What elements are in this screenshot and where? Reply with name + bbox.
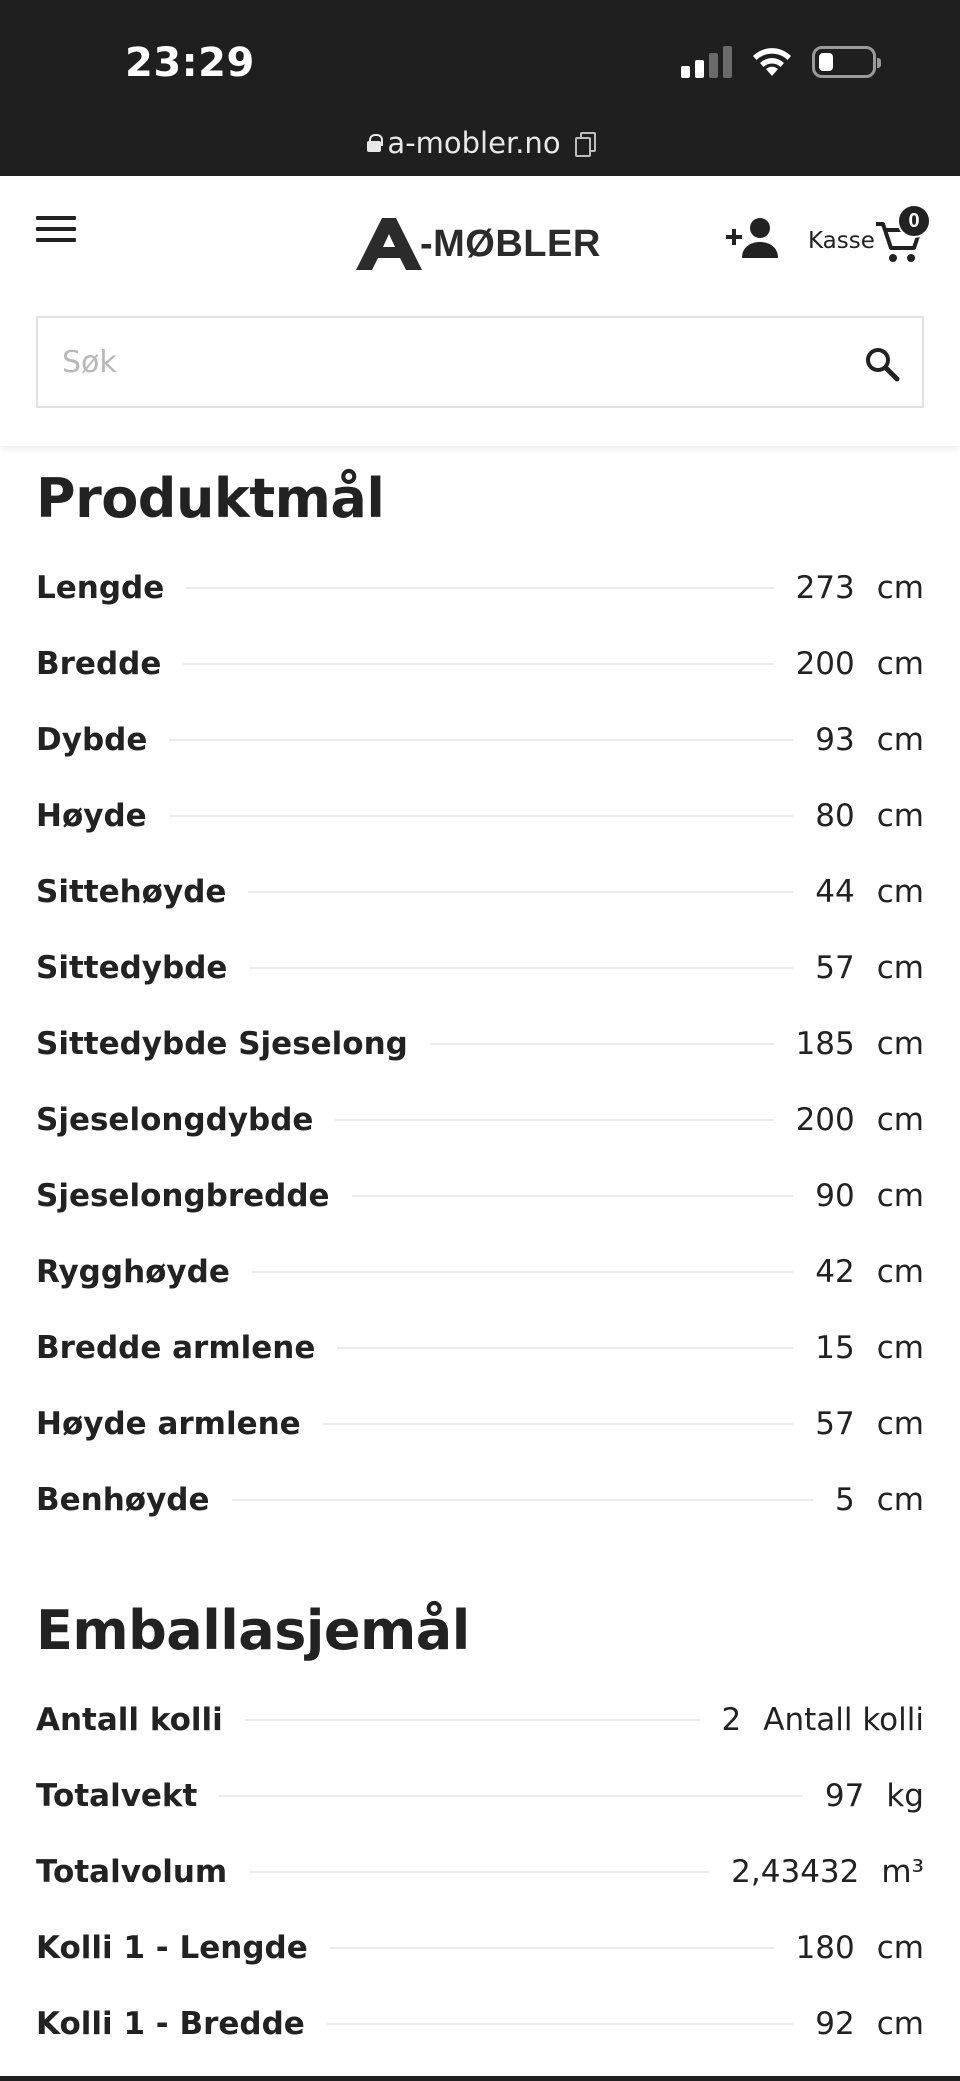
status-icons bbox=[681, 46, 876, 78]
spec-divider bbox=[169, 815, 794, 817]
product-specs bbox=[36, 446, 924, 2062]
spec-label: Antall kolli bbox=[36, 1702, 223, 1738]
hamburger-icon[interactable] bbox=[36, 216, 76, 246]
account-add-icon[interactable] bbox=[726, 216, 780, 260]
wifi-icon bbox=[750, 46, 794, 78]
spec-label: Kolli 1 - Lengde bbox=[36, 1930, 308, 1966]
spec-unit: cm bbox=[876, 1930, 924, 1966]
spec-label: Sjeselongdybde bbox=[36, 1102, 314, 1138]
spec-unit: m³ bbox=[881, 1854, 924, 1890]
spec-divider bbox=[232, 1499, 814, 1501]
cart-count-badge[interactable]: 0 bbox=[897, 204, 931, 238]
logo[interactable] bbox=[356, 216, 606, 272]
spec-value: 200 bbox=[795, 646, 855, 682]
product-dimensions-title: Produktmål bbox=[36, 466, 385, 530]
spec-divider bbox=[252, 1271, 793, 1273]
spec-row bbox=[36, 1006, 924, 1082]
spec-label: Sittedybde bbox=[36, 950, 228, 986]
battery-icon bbox=[812, 46, 876, 78]
site-header bbox=[0, 176, 960, 446]
spec-value: 2,43432 bbox=[731, 1854, 860, 1890]
spec-value: 200 bbox=[795, 1102, 855, 1138]
product-dimensions-list bbox=[36, 550, 924, 1538]
logo-text: -MØBLER bbox=[420, 222, 601, 265]
status-bar bbox=[0, 0, 960, 176]
spec-row bbox=[36, 1834, 924, 1910]
spec-value: 93 bbox=[815, 722, 855, 758]
spec-value: 15 bbox=[815, 1330, 855, 1366]
spec-value: 90 bbox=[815, 1178, 855, 1214]
spec-divider bbox=[337, 1347, 793, 1349]
url-text[interactable]: a-mobler.no bbox=[387, 126, 561, 160]
spec-row bbox=[36, 854, 924, 930]
spec-label: Sittedybde Sjeselong bbox=[36, 1026, 408, 1062]
spec-row bbox=[36, 1986, 924, 2062]
logo-mark-icon bbox=[356, 216, 426, 272]
spec-value: 57 bbox=[815, 950, 855, 986]
spec-divider bbox=[323, 1423, 794, 1425]
spec-label: Sjeselongbredde bbox=[36, 1178, 330, 1214]
spec-value: 2 bbox=[721, 1702, 742, 1738]
signal-icon bbox=[681, 46, 732, 78]
spec-row bbox=[36, 1234, 924, 1310]
spec-unit: cm bbox=[876, 1406, 924, 1442]
spec-unit: cm bbox=[876, 1254, 924, 1290]
spec-divider bbox=[335, 1119, 773, 1121]
spec-label: Rygghøyde bbox=[36, 1254, 230, 1290]
spec-unit: cm bbox=[876, 1102, 924, 1138]
spec-label: Lengde bbox=[36, 570, 165, 606]
spec-unit: cm bbox=[876, 722, 924, 758]
spec-unit: kg bbox=[886, 1778, 924, 1814]
spec-unit: cm bbox=[876, 874, 924, 910]
bottom-bar bbox=[0, 2076, 960, 2081]
status-time: 23:29 bbox=[125, 40, 255, 86]
url-bar[interactable] bbox=[0, 126, 960, 160]
spec-row bbox=[36, 1758, 924, 1834]
spec-row bbox=[36, 930, 924, 1006]
spec-value: 92 bbox=[815, 2006, 855, 2042]
packaging-dimensions-list bbox=[36, 1682, 924, 2062]
spec-value: 185 bbox=[795, 1026, 855, 1062]
packaging-dimensions-title: Emballasjemål bbox=[36, 1598, 470, 1662]
spec-unit: cm bbox=[876, 798, 924, 834]
spec-value: 273 bbox=[795, 570, 855, 606]
spec-label: Høyde armlene bbox=[36, 1406, 301, 1442]
spec-row bbox=[36, 550, 924, 626]
spec-unit: cm bbox=[876, 1482, 924, 1518]
spec-unit: cm bbox=[876, 1330, 924, 1366]
spec-row bbox=[36, 1158, 924, 1234]
spec-divider bbox=[183, 663, 773, 665]
search-icon[interactable] bbox=[864, 346, 900, 382]
spec-row bbox=[36, 1462, 924, 1538]
spec-unit: Antall kolli bbox=[763, 1702, 924, 1738]
spec-label: Kolli 1 - Bredde bbox=[36, 2006, 305, 2042]
spec-unit: cm bbox=[876, 1178, 924, 1214]
checkout-label[interactable]: Kasse bbox=[808, 228, 875, 254]
spec-value: 44 bbox=[815, 874, 855, 910]
spec-row bbox=[36, 626, 924, 702]
spec-divider bbox=[248, 891, 793, 893]
spec-row bbox=[36, 702, 924, 778]
spec-label: Bredde bbox=[36, 646, 162, 682]
spec-divider bbox=[245, 1719, 700, 1721]
spec-label: Benhøyde bbox=[36, 1482, 210, 1518]
search-box[interactable] bbox=[36, 316, 924, 408]
spec-unit: cm bbox=[876, 646, 924, 682]
spec-divider bbox=[249, 967, 793, 969]
spec-divider bbox=[169, 739, 793, 741]
spec-divider bbox=[352, 1195, 794, 1197]
lock-icon bbox=[367, 134, 381, 152]
copy-icon[interactable] bbox=[575, 132, 593, 154]
spec-value: 57 bbox=[815, 1406, 855, 1442]
spec-row bbox=[36, 778, 924, 854]
spec-value: 42 bbox=[815, 1254, 855, 1290]
search-input[interactable] bbox=[62, 318, 842, 406]
logo-letter: A bbox=[389, 256, 390, 257]
spec-label: Totalvekt bbox=[36, 1778, 198, 1814]
spec-divider bbox=[327, 2023, 793, 2025]
spec-value: 80 bbox=[815, 798, 855, 834]
spec-row bbox=[36, 1682, 924, 1758]
spec-label: Bredde armlene bbox=[36, 1330, 316, 1366]
spec-divider bbox=[186, 587, 773, 589]
spec-divider bbox=[249, 1871, 709, 1873]
spec-row bbox=[36, 1310, 924, 1386]
spec-divider bbox=[430, 1043, 774, 1045]
spec-divider bbox=[219, 1795, 803, 1797]
spec-label: Totalvolum bbox=[36, 1854, 228, 1890]
spec-unit: cm bbox=[876, 570, 924, 606]
spec-unit: cm bbox=[876, 2006, 924, 2042]
spec-value: 97 bbox=[824, 1778, 865, 1814]
spec-unit: cm bbox=[876, 1026, 924, 1062]
spec-row bbox=[36, 1082, 924, 1158]
spec-value: 5 bbox=[835, 1482, 855, 1518]
spec-row bbox=[36, 1386, 924, 1462]
spec-divider bbox=[330, 1947, 774, 1949]
spec-value: 180 bbox=[795, 1930, 855, 1966]
spec-unit: cm bbox=[876, 950, 924, 986]
spec-label: Høyde bbox=[36, 798, 147, 834]
spec-label: Sittehøyde bbox=[36, 874, 227, 910]
spec-label: Dybde bbox=[36, 722, 148, 758]
spec-row bbox=[36, 1910, 924, 1986]
